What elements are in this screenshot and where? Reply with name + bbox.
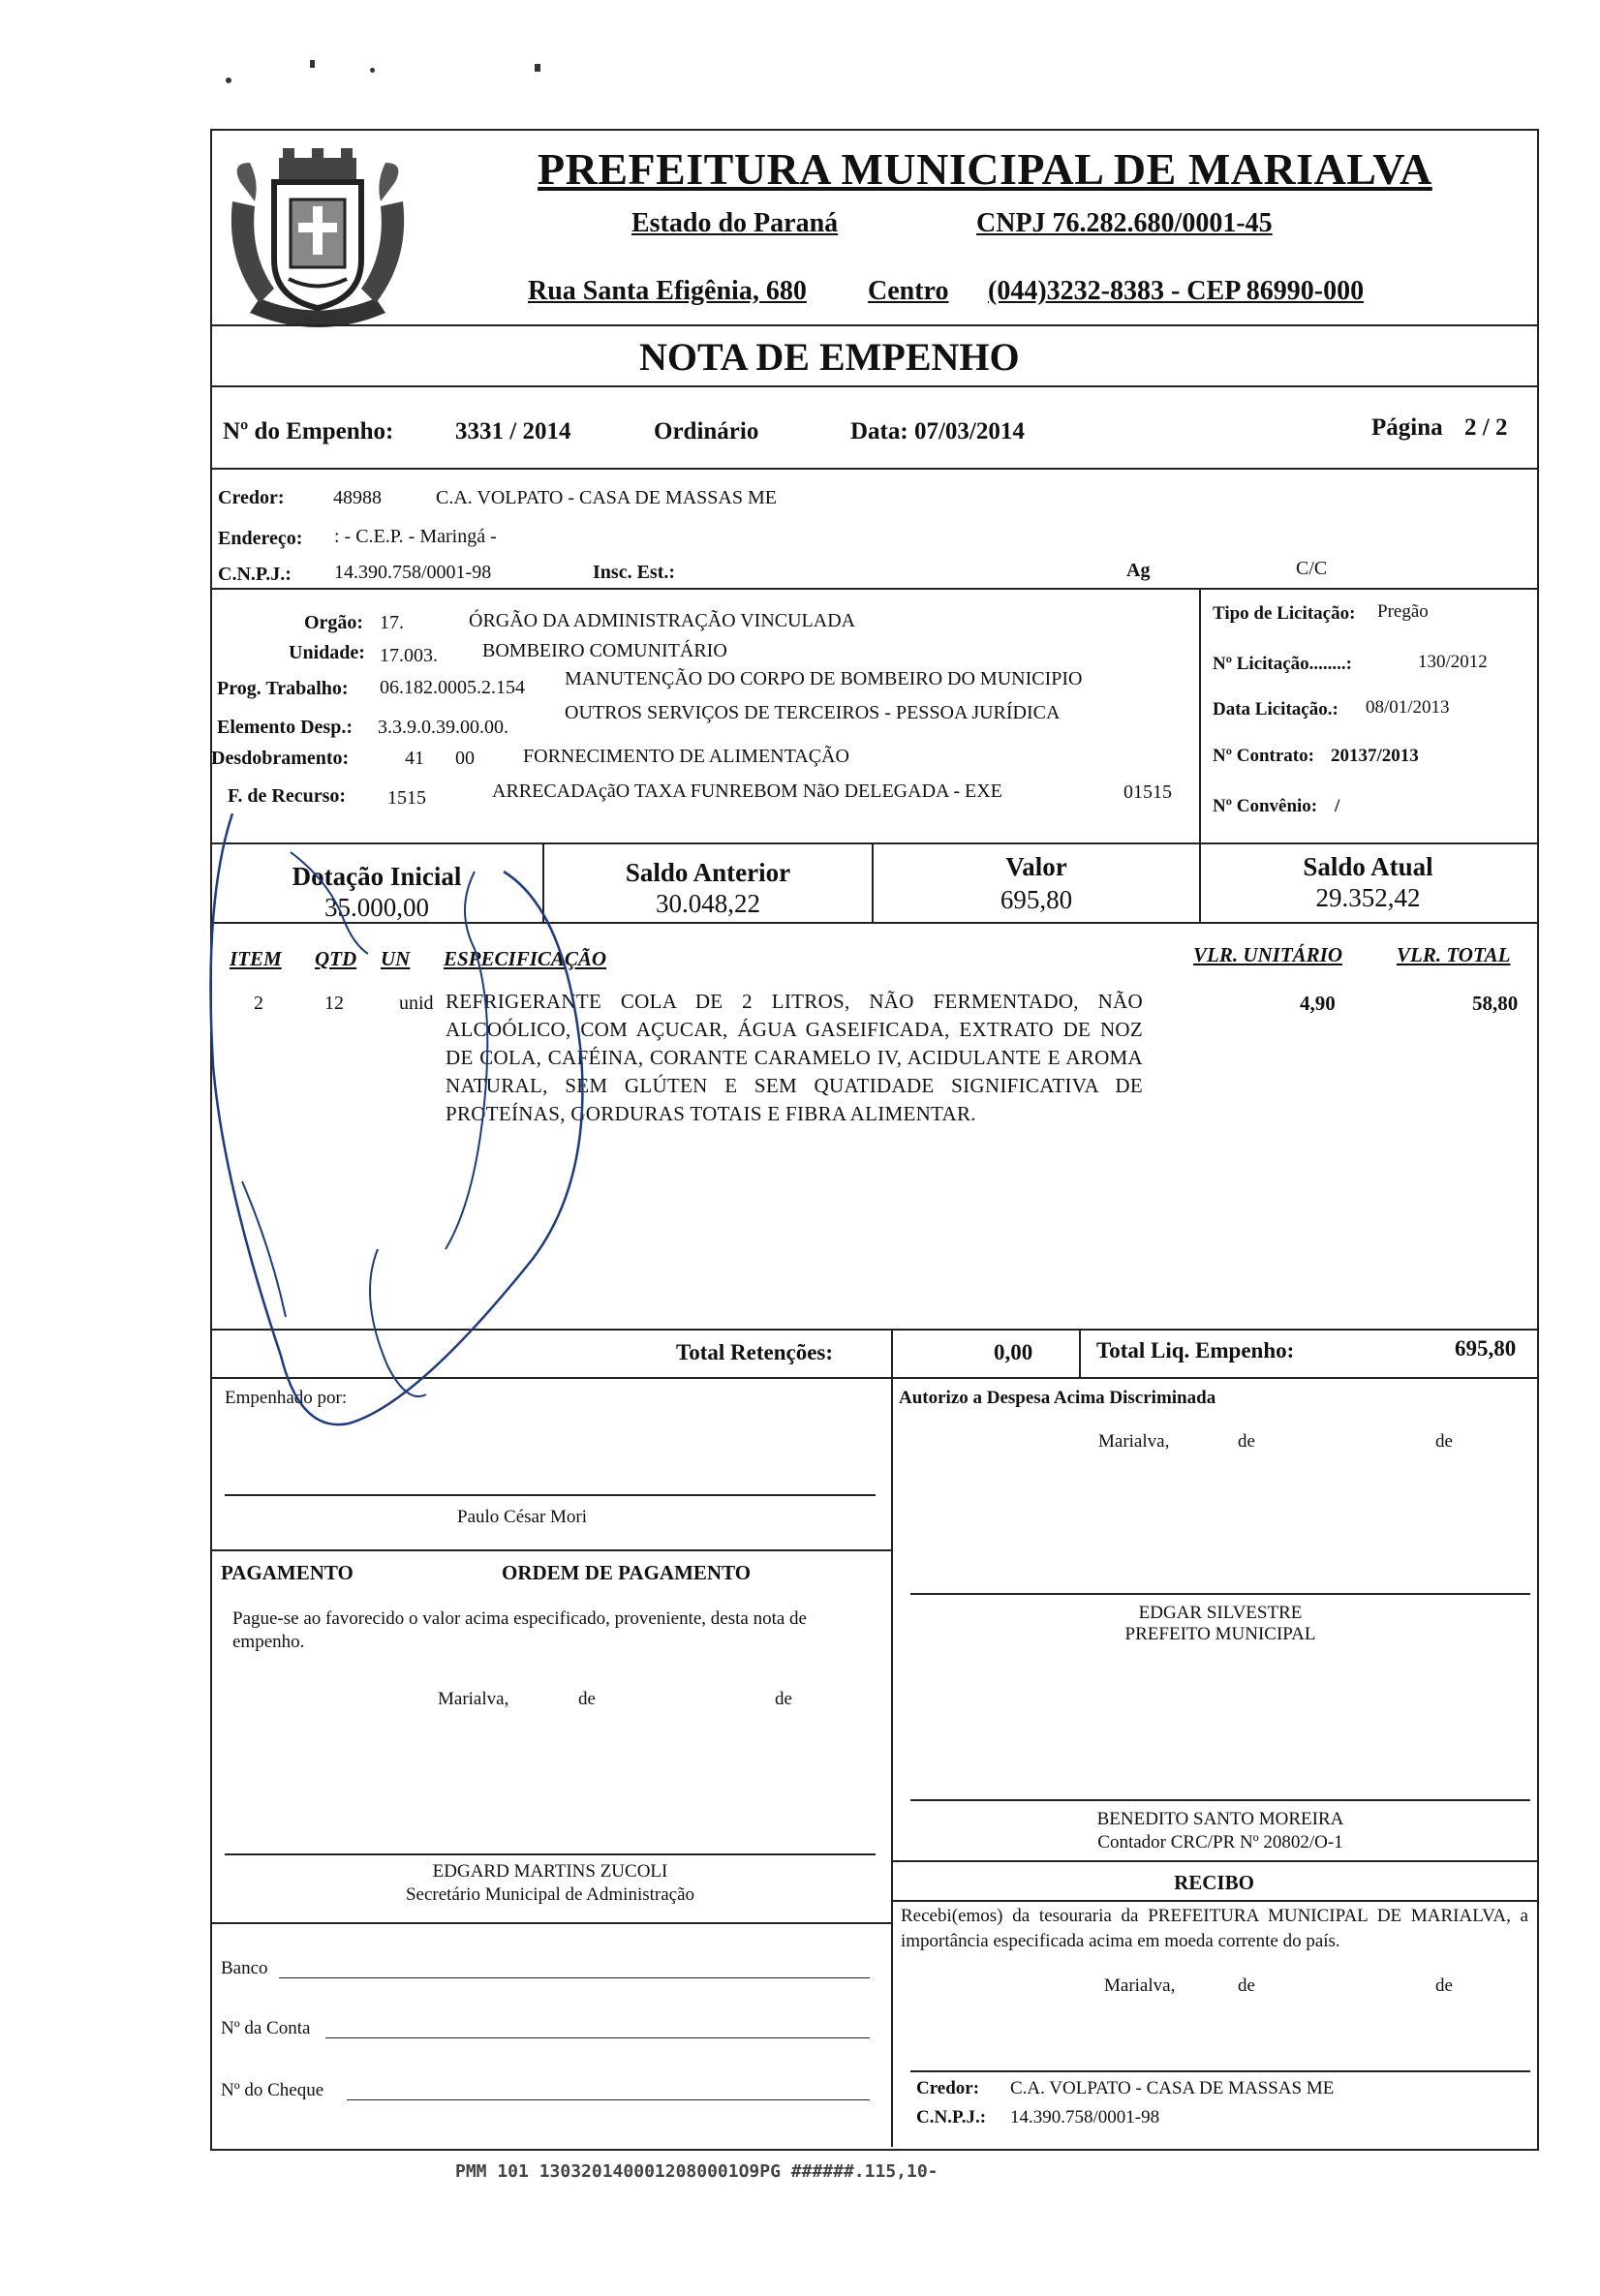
saldo-atual-label: Saldo Atual [1303,852,1433,881]
recibo-de-2: de [1435,1975,1453,1996]
recibo-de-1: de [1238,1975,1255,1996]
scan-speck [310,60,315,68]
total-col-header: VLR. TOTAL [1397,943,1511,966]
saldo-anterior-label: Saldo Anterior [625,858,791,887]
convenio-number: / [1335,796,1340,816]
pague-city: Marialva, [438,1689,509,1709]
cheque-field-line [347,2099,870,2100]
dotacao-value: 35.000,00 [324,893,429,922]
empenho-type: Ordinário [654,418,759,444]
desdobramento-label: Desdobramento: [211,748,350,769]
item-specification: REFRIGERANTE COLA DE 2 LITROS, NÃO FERMENTADO, NÃO ALCOÓLICO, COM AÇUCAR, ÁGUA GASEIFICADA, EXTRATO DE NOZ DE COLA, CAFÉINA, CORANTE CARAMELO IV, ACIDULANTE E AROMA NATURAL, SEM GLÚTEN E SEM QUATIDADE SIGNIFICATIVA DE PROTEÍNAS, GORDURAS TOTAIS E FIBRA ALIMENTAR. [446,990,1143,1125]
pague-de-2: de [775,1689,792,1709]
cc-label: C/C [1296,558,1328,579]
divider [210,922,1537,924]
divider [891,1377,893,2147]
convenio-label: Nº Convênio: [1213,796,1318,816]
signature-line [910,1799,1530,1801]
empenhado-signer: Paulo César Mori [457,1507,588,1527]
retencoes-value: 0,00 [994,1340,1033,1364]
item-unit-price: 4,90 [1300,992,1336,1015]
liq-empenho-value: 695,80 [1455,1336,1517,1361]
signature-line [910,1593,1530,1595]
divider [891,1329,893,1377]
municipality-title: PREFEITURA MUNICIPAL DE MARIALVA [538,144,1432,194]
page-number: 2 / 2 [1464,414,1508,441]
receipt-credor-label: Credor: [916,2078,980,2098]
scan-speck [535,64,540,72]
conta-label: Nº da Conta [221,2018,311,2038]
scan-speck [226,77,231,83]
signature-line [225,1494,876,1496]
signature-line [910,2070,1530,2072]
address-label: Endereço: [218,528,303,549]
divider [210,842,1537,844]
item-col-header: ITEM [230,947,282,970]
empenho-label: Nº do Empenho: [223,418,394,444]
secretario-title: Secretário Municipal de Administração [405,1884,695,1905]
credor-cnpj: 14.390.758/0001-98 [334,562,492,583]
dotacao-label: Dotação Inicial [292,862,462,891]
elemento-code: 3.3.9.0.39.00.00. [378,717,508,738]
banco-label: Banco [221,1958,268,1978]
insc-est-label: Insc. Est.: [593,562,676,583]
recibo-city: Marialva, [1104,1975,1176,1996]
conta-field-line [325,2037,870,2038]
signature-line [225,1853,876,1855]
orgao-label: Orgão: [304,612,364,633]
item-unit: unid [399,993,434,1014]
district-name: Centro [868,276,949,306]
recurso-code: 1515 [387,787,426,809]
licitacao-date: 08/01/2013 [1366,697,1450,718]
item-total: 58,80 [1472,992,1519,1015]
municipality-cnpj: CNPJ 76.282.680/0001-45 [976,208,1273,238]
unit-price-col-header: VLR. UNITÁRIO [1193,943,1343,966]
contrato-number: 20137/2013 [1331,746,1419,766]
authorize-de-2: de [1435,1431,1453,1452]
prog-trabalho-code: 06.182.0005.2.154 [380,677,525,698]
credor-name: C.A. VOLPATO - CASA DE MASSAS ME [436,487,777,508]
divider [891,1900,1537,1902]
licitacao-number: 130/2012 [1418,652,1488,672]
recurso-name: ARRECADAçãO TAXA FUNREBOM NãO DELEGADA - EXE [492,781,1002,802]
cheque-label: Nº do Cheque [221,2080,324,2100]
qtd-col-header: QTD [315,947,357,970]
receipt-cnpj-label: C.N.P.J.: [916,2107,987,2128]
orgao-name: ÓRGÃO DA ADMINISTRAÇÃO VINCULADA [469,610,856,631]
recurso-label: F. de Recurso: [228,785,347,807]
credor-label: Credor: [218,487,285,508]
receipt-cnpj-value: 14.390.758/0001-98 [1010,2107,1160,2128]
valor-value: 695,80 [1000,885,1073,914]
autorizo-label: Autorizo a Despesa Acima Discriminada [899,1388,1216,1408]
prog-trabalho-name: MANUTENÇÃO DO CORPO DE BOMBEIRO DO MUNICIPIO [565,668,1083,689]
document-title: NOTA DE EMPENHO [639,335,1020,379]
contador-title: Contador CRC/PR Nº 20802/O-1 [1097,1832,1343,1852]
recibo-label: RECIBO [1174,1871,1254,1894]
unidade-name: BOMBEIRO COMUNITÁRIO [482,640,727,661]
banco-field-line [279,1977,870,1978]
municipal-crest-icon [221,143,415,337]
authorize-city: Marialva, [1098,1431,1170,1452]
prog-trabalho-label: Prog. Trabalho: [217,678,349,699]
state-name: Estado do Paraná [631,208,839,238]
divider [210,1549,891,1551]
spec-col-header: ESPECIFICAÇÃO [444,947,607,970]
saldo-anterior-value: 30.048,22 [656,889,760,918]
pagamento-label: PAGAMENTO [221,1561,354,1584]
credor-code: 48988 [333,487,382,508]
elemento-label: Elemento Desp.: [217,717,353,738]
divider [210,385,1537,387]
divider [210,1922,891,1924]
item-number: 2 [254,993,263,1014]
liq-empenho-label: Total Liq. Empenho: [1096,1338,1295,1362]
elemento-name: OUTROS SERVIÇOS DE TERCEIROS - PESSOA JURÍDICA [565,702,1061,723]
divider [1079,1329,1081,1377]
divider [891,1860,1537,1862]
divider [210,468,1537,470]
desdobramento-code: 41 [405,748,424,769]
contador-name: BENEDITO SANTO MOREIRA [1096,1809,1344,1829]
ordem-pagamento-label: ORDEM DE PAGAMENTO [502,1561,752,1584]
empenho-number: 3331 / 2014 [455,418,571,444]
valor-label: Valor [1005,852,1067,881]
scan-speck [370,68,375,73]
footer-barcode-code: PMM 101 1303201400012080001O9PG ######.115,10- [455,2161,938,2182]
unidade-label: Unidade: [289,642,365,663]
divider [210,1329,1537,1331]
tipo-licitacao-label: Tipo de Licitação: [1213,603,1356,624]
unidade-code: 17.003. [380,645,438,666]
receipt-credor-name: C.A. VOLPATO - CASA DE MASSAS ME [1010,2078,1335,2098]
address-value: : - C.E.P. - Maringá - [334,526,497,547]
tipo-licitacao-value: Pregão [1377,601,1429,622]
cnpj-label: C.N.P.J.: [218,564,292,585]
licitacao-date-label: Data Licitação.: [1213,699,1338,719]
empenho-date: Data: 07/03/2014 [850,418,1025,444]
divider [210,588,1537,590]
empenhado-label: Empenhado por: [225,1388,348,1408]
prefeito-name: EDGAR SILVESTRE [1138,1603,1303,1623]
divider [210,324,1537,326]
un-col-header: UN [381,947,411,970]
saldo-atual-value: 29.352,42 [1315,883,1421,912]
secretario-name: EDGARD MARTINS ZUCOLI [432,1861,668,1882]
divider [210,1377,1537,1379]
item-qtd: 12 [324,993,344,1014]
prefeito-title: PREFEITO MUNICIPAL [1124,1624,1316,1644]
orgao-code: 17. [380,612,404,633]
retencoes-label: Total Retenções: [676,1340,834,1364]
pague-de-1: de [578,1689,596,1709]
desdobramento-name: FORNECIMENTO DE ALIMENTAÇÃO [523,746,849,767]
pague-text: Pague-se ao favorecido o valor acima especificado, proveniente, desta nota de empenho. [232,1608,807,1652]
contrato-label: Nº Contrato: [1213,746,1314,766]
licitacao-number-label: Nº Licitação........: [1213,654,1352,674]
authorize-de-1: de [1238,1431,1255,1452]
phone-cep: (044)3232-8383 - CEP 86990-000 [988,276,1365,306]
recibo-text: Recebi(emos) da tesouraria da PREFEITURA MUNICIPAL DE MARIALVA, a importância especificada acima em moeda corrente do país. [901,1906,1528,1951]
street-address: Rua Santa Efigênia, 680 [528,276,807,306]
desdobramento-sub: 00 [455,748,475,769]
ag-label: Ag [1126,560,1151,581]
page-label: Página [1371,414,1443,441]
recurso-code-2: 01515 [1123,781,1172,803]
divider [1199,588,1201,842]
